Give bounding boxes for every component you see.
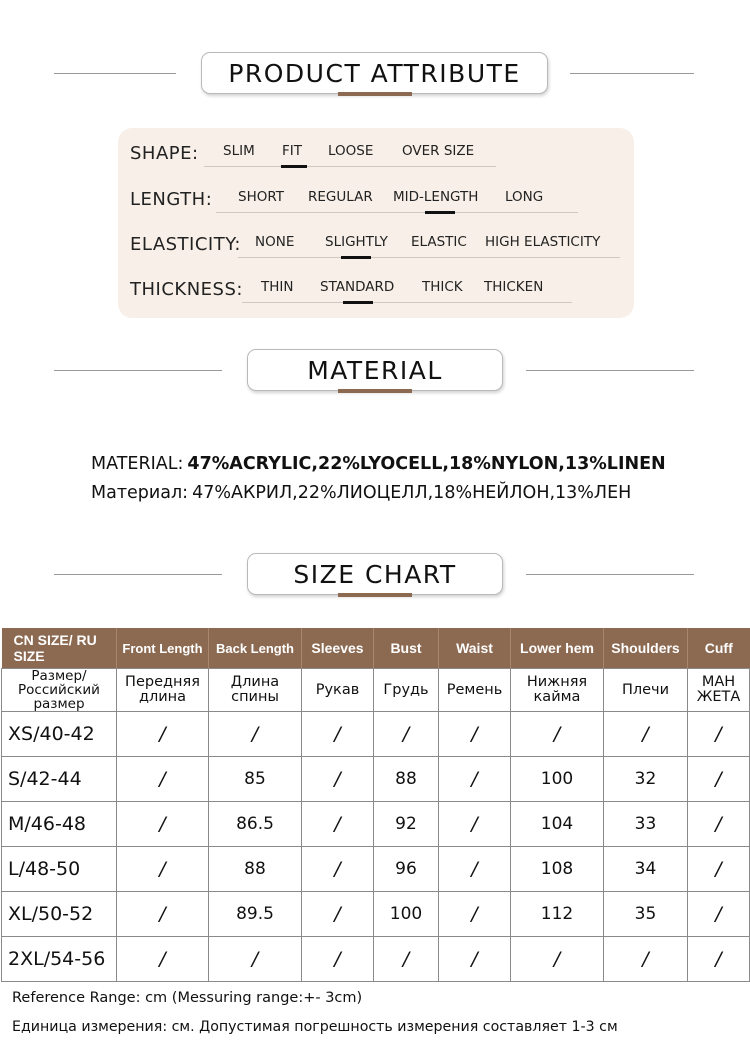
size-cell: 112 [511,892,604,937]
column-header: Bust [374,628,439,669]
attr-option: THICKEN [484,279,544,295]
column-header: Back Length [209,628,302,669]
attr-option: OVER SIZE [402,143,475,159]
material-en-label: MATERIAL: [91,454,184,474]
column-header-ru: МАН ЖЕТА [688,669,750,712]
size-label: XS/40-42 [2,712,117,757]
size-label: 2XL/54-56 [2,937,117,982]
column-header-ru: Передняя длина [117,669,209,712]
header-row-ru [2,669,750,712]
selected-marker [343,301,373,304]
size-cell: / [302,892,374,937]
size-cell: 35 [604,892,688,937]
attr-row-length [118,179,634,209]
size-row [2,847,750,892]
size-cell: / [688,712,750,757]
attr-label: SHAPE: [130,143,199,164]
size-cell: 88 [374,757,439,802]
size-cell: / [302,712,374,757]
size-cell: / [439,937,511,982]
selected-marker [341,256,371,259]
size-cell: / [604,937,688,982]
size-cell: / [439,802,511,847]
divider-left [54,574,222,575]
size-label: XL/50-52 [2,892,117,937]
size-cell: / [117,712,209,757]
reference-note-ru: Единица измерения: см. Допустимая погрешность измерения составляет 1-3 см [12,1019,618,1035]
title-underline [338,389,412,393]
attr-label: LENGTH: [130,189,213,210]
size-cell: / [302,802,374,847]
size-cell: / [117,892,209,937]
product-attribute-header [0,52,750,102]
attr-row-elasticity [118,224,634,254]
column-header: Sleeves [302,628,374,669]
selected-marker [425,211,455,214]
divider-right [526,370,694,371]
size-cell: / [604,712,688,757]
section-title: MATERIAL [247,349,503,391]
attr-option: THICK [422,279,463,295]
size-cell: 100 [511,757,604,802]
size-cell: / [117,802,209,847]
header-row-en [2,628,750,669]
attr-underline [238,257,620,258]
size-cell: / [302,757,374,802]
size-cell: / [209,712,302,757]
column-header: Front Length [117,628,209,669]
divider-left [54,370,222,371]
size-label: S/42-44 [2,757,117,802]
size-row [2,937,750,982]
attr-option: HIGH ELASTICITY [485,234,601,250]
section-title: PRODUCT ATTRIBUTE [201,52,548,94]
size-label: M/46-48 [2,802,117,847]
size-cell: / [209,937,302,982]
size-cell: / [439,847,511,892]
size-cell: / [117,757,209,802]
size-cell: / [374,712,439,757]
size-cell: 32 [604,757,688,802]
size-cell: / [688,892,750,937]
attr-option: SLIGHTLY [325,234,388,250]
title-underline [338,593,412,597]
divider-right [526,574,694,575]
size-cell: / [302,937,374,982]
attr-option: NONE [255,234,295,250]
divider-left [54,73,176,74]
column-header-ru: Длина спины [209,669,302,712]
size-cell: 88 [209,847,302,892]
material-header [0,349,750,399]
divider-right [570,73,694,74]
attr-row-shape [118,133,634,163]
attr-option: REGULAR [308,189,373,205]
attr-option: SLIM [223,143,255,159]
size-cell: / [302,847,374,892]
size-cell: 34 [604,847,688,892]
size-cell: / [688,802,750,847]
column-header-ru: Ремень [439,669,511,712]
size-cell: 89.5 [209,892,302,937]
size-cell: / [688,757,750,802]
attr-row-thickness [118,269,634,299]
attr-option: THIN [261,279,294,295]
size-cell: 108 [511,847,604,892]
column-header: Cuff [688,628,750,669]
size-cell: 33 [604,802,688,847]
size-chart-table [1,628,750,982]
size-row [2,802,750,847]
reference-note-en: Reference Range: cm (Messuring range:+- 3cm) [12,990,363,1006]
column-header-ru: Рукав [302,669,374,712]
attr-option: LONG [505,189,544,205]
attr-underline [242,302,572,303]
column-header-ru: Размер/ Российский размер [2,669,117,712]
size-cell: 92 [374,802,439,847]
column-header: CN SIZE/ RU SIZE [2,628,117,669]
attr-option: FIT [282,143,302,159]
attr-option: STANDARD [320,279,395,295]
size-row [2,757,750,802]
selected-marker [281,165,307,168]
size-cell: / [688,847,750,892]
attr-option: LOOSE [328,143,374,159]
size-cell: / [511,937,604,982]
size-cell: 86.5 [209,802,302,847]
size-row [2,712,750,757]
column-header-ru: Нижняя кайма [511,669,604,712]
size-cell: / [117,847,209,892]
size-cell: / [688,937,750,982]
material-ru [91,483,631,503]
size-cell: / [439,757,511,802]
section-title: SIZE CHART [247,553,503,595]
attr-option: ELASTIC [411,234,467,250]
material-en-value: 47%ACRYLIC,22%LYOCELL,18%NYLON,13%LINEN [187,454,666,474]
size-cell: / [439,892,511,937]
size-cell: 104 [511,802,604,847]
column-header-ru: Грудь [374,669,439,712]
title-underline [338,92,412,96]
material-ru-value: 47%АКРИЛ,22%ЛИОЦЕЛЛ,18%НЕЙЛОН,13%ЛЕН [192,483,632,503]
column-header: Shoulders [604,628,688,669]
material-ru-label: Материал: [91,483,189,503]
size-cell: / [511,712,604,757]
size-cell: 85 [209,757,302,802]
material-en [91,454,666,474]
size-chart-header [0,553,750,603]
size-cell: 96 [374,847,439,892]
size-cell: / [374,937,439,982]
attribute-panel [118,128,634,318]
attr-underline [204,166,496,167]
size-cell: 100 [374,892,439,937]
column-header-ru: Плечи [604,669,688,712]
attr-label: THICKNESS: [130,279,243,300]
column-header: Waist [439,628,511,669]
size-label: L/48-50 [2,847,117,892]
size-cell: / [439,712,511,757]
attr-option: MID-LENGTH [393,189,479,205]
column-header: Lower hem [511,628,604,669]
size-row [2,892,750,937]
size-cell: / [117,937,209,982]
attr-underline [216,212,578,213]
attr-option: SHORT [238,189,284,205]
attr-label: ELASTICITY: [130,234,241,255]
